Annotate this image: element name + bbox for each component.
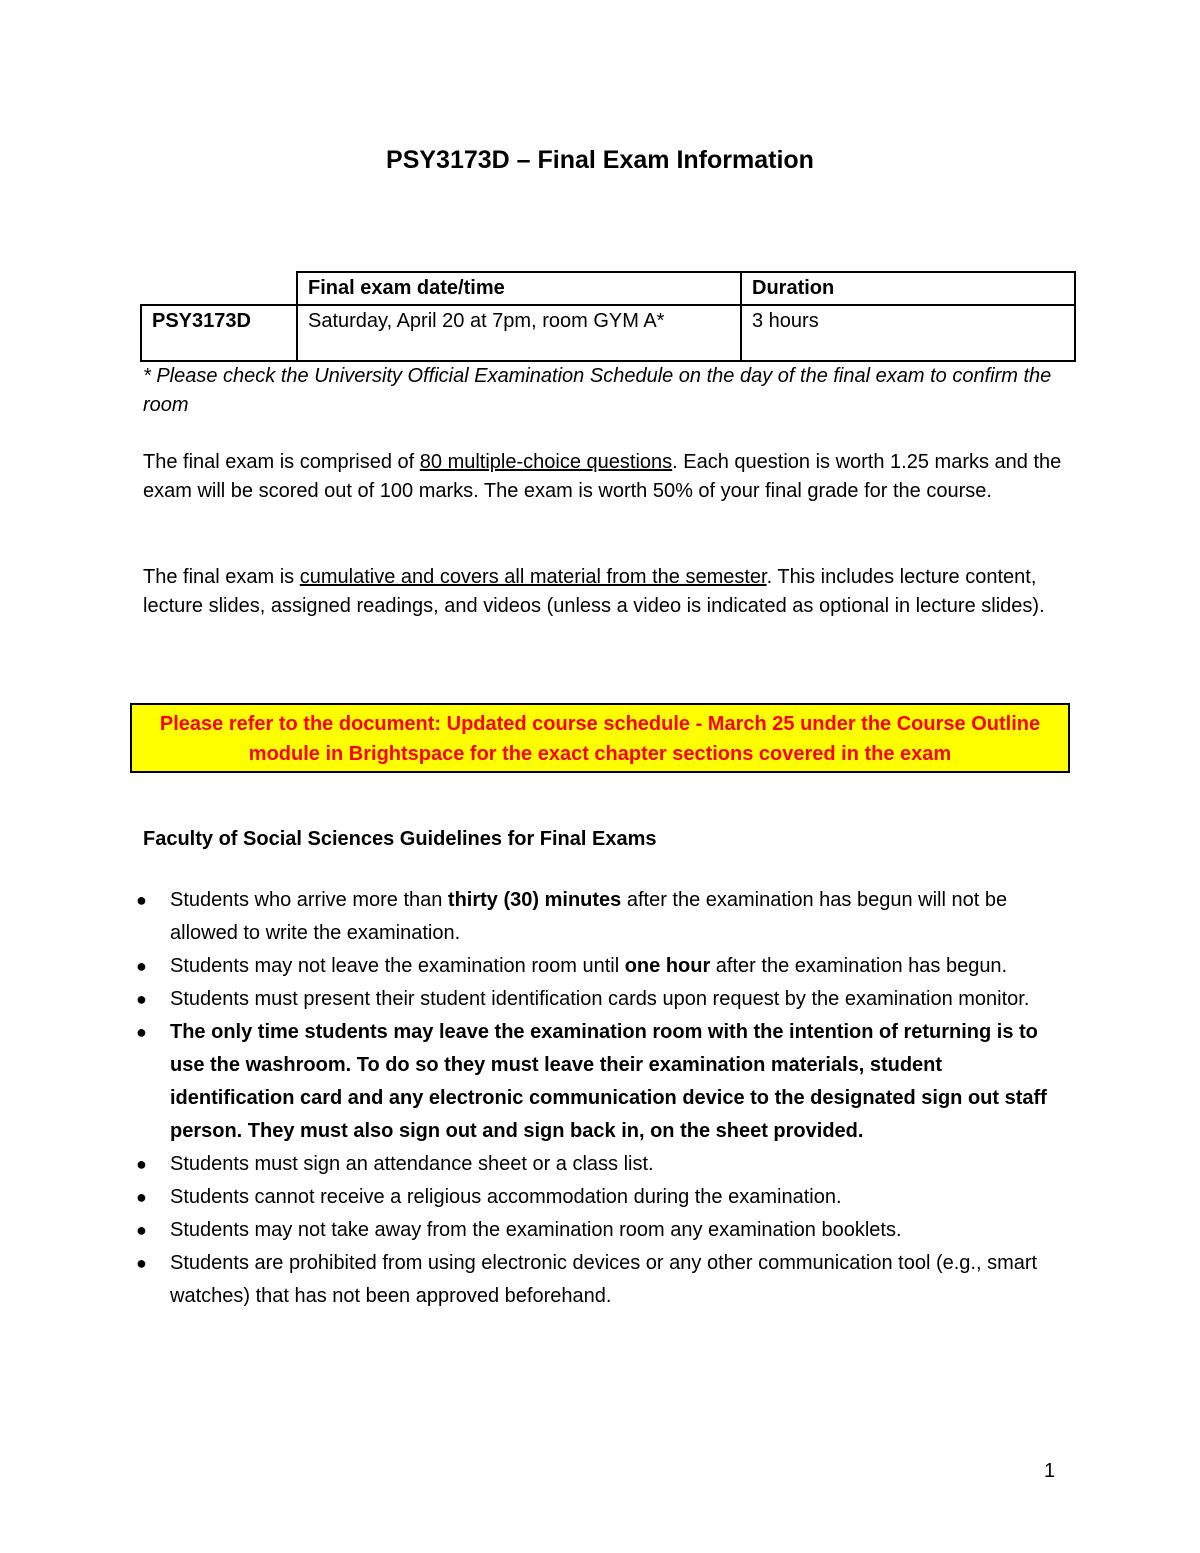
exam-info-table (140, 271, 1076, 362)
table-cell-datetime: Saturday, April 20 at 7pm, room GYM A* (297, 305, 741, 361)
callout-line: module in Brightspace for the exact chapter sections covered in the exam (248, 743, 952, 765)
page-title: PSY3173D – Final Exam Information (386, 146, 814, 174)
callout-line: Please refer to the document: Updated course schedule - March 25 under the Course Outline (159, 713, 1041, 735)
list-item (130, 1016, 1070, 1148)
text-span: The final exam is (143, 566, 300, 588)
bullet-icon: ● (136, 890, 147, 910)
table-header-row (141, 272, 1075, 305)
text-span: Students must sign an attendance sheet or a class list. (170, 1153, 654, 1175)
text-span: . This includes lecture content, lecture slides, assigned readings, and videos (unless a video is indicated as optional in lecture slides). (143, 566, 1045, 617)
bullet-icon: ● (136, 1154, 147, 1174)
list-item (130, 1181, 1070, 1214)
list-item (130, 1214, 1070, 1247)
text-span: Students may not take away from the examination room any examination booklets. (170, 1219, 902, 1241)
table-header-cell (141, 272, 297, 305)
room-note: * Please check the University Official Examination Schedule on the day of the final exam to confirm the room (143, 365, 1052, 416)
text-span: after the examination has begun will not be allowed to write the examination. (170, 889, 1008, 944)
table-cell-duration: 3 hours (741, 305, 1075, 361)
text-span: The final exam is comprised of (143, 451, 420, 473)
bold-text: The only time students may leave the examination room with the intention of returning is to use the washroom. To do so they must leave their examination materials, student identification card and any electronic communication device to the designated sign out staff person. They must also sign out and sign back in, on the sheet provided. (170, 1021, 1047, 1142)
schedule-callout-box (130, 703, 1070, 773)
exam-coverage-paragraph (143, 563, 1063, 621)
bullet-icon: ● (136, 989, 147, 1009)
list-item (130, 950, 1070, 983)
bullet-icon: ● (136, 1022, 147, 1042)
text-span: Students may not leave the examination room until (170, 955, 625, 977)
text-span: . Each question is worth 1.25 marks and the exam will be scored out of 100 marks. The exam is worth 50% of your final grade for the course. (143, 451, 1062, 502)
bullet-icon: ● (136, 1220, 147, 1240)
page-number: 1 (1044, 1460, 1056, 1482)
bullet-icon: ● (136, 1253, 147, 1273)
underlined-text: 80 multiple-choice questions (419, 451, 673, 473)
underlined-text: cumulative and covers all material from the semester (299, 566, 767, 588)
list-item (130, 983, 1070, 1016)
text-span: Students cannot receive a religious accommodation during the examination. (170, 1186, 842, 1208)
table-cell-course: PSY3173D (141, 305, 297, 361)
table-row (141, 305, 1075, 361)
list-item (130, 1148, 1070, 1181)
bullet-icon: ● (136, 1187, 147, 1207)
text-span: after the examination has begun. (710, 955, 1008, 977)
bullet-icon: ● (136, 956, 147, 976)
guidelines-heading: Faculty of Social Sciences Guidelines for Final Exams (143, 828, 657, 850)
bold-text: one hour (624, 955, 711, 977)
bold-text: thirty (30) minutes (447, 889, 622, 911)
text-span: Students who arrive more than (170, 889, 448, 911)
list-item (130, 884, 1070, 950)
list-item (130, 1247, 1070, 1313)
exam-format-paragraph (143, 448, 1063, 506)
text-span: Students must present their student identification cards upon request by the examination monitor. (170, 988, 1030, 1010)
table-header-cell: Final exam date/time (297, 272, 741, 305)
text-span: Students are prohibited from using electronic devices or any other communication tool (e.g., smart watches) that has not been approved beforehand. (170, 1252, 1038, 1307)
table-header-cell: Duration (741, 272, 1075, 305)
guidelines-list (130, 884, 1070, 1313)
